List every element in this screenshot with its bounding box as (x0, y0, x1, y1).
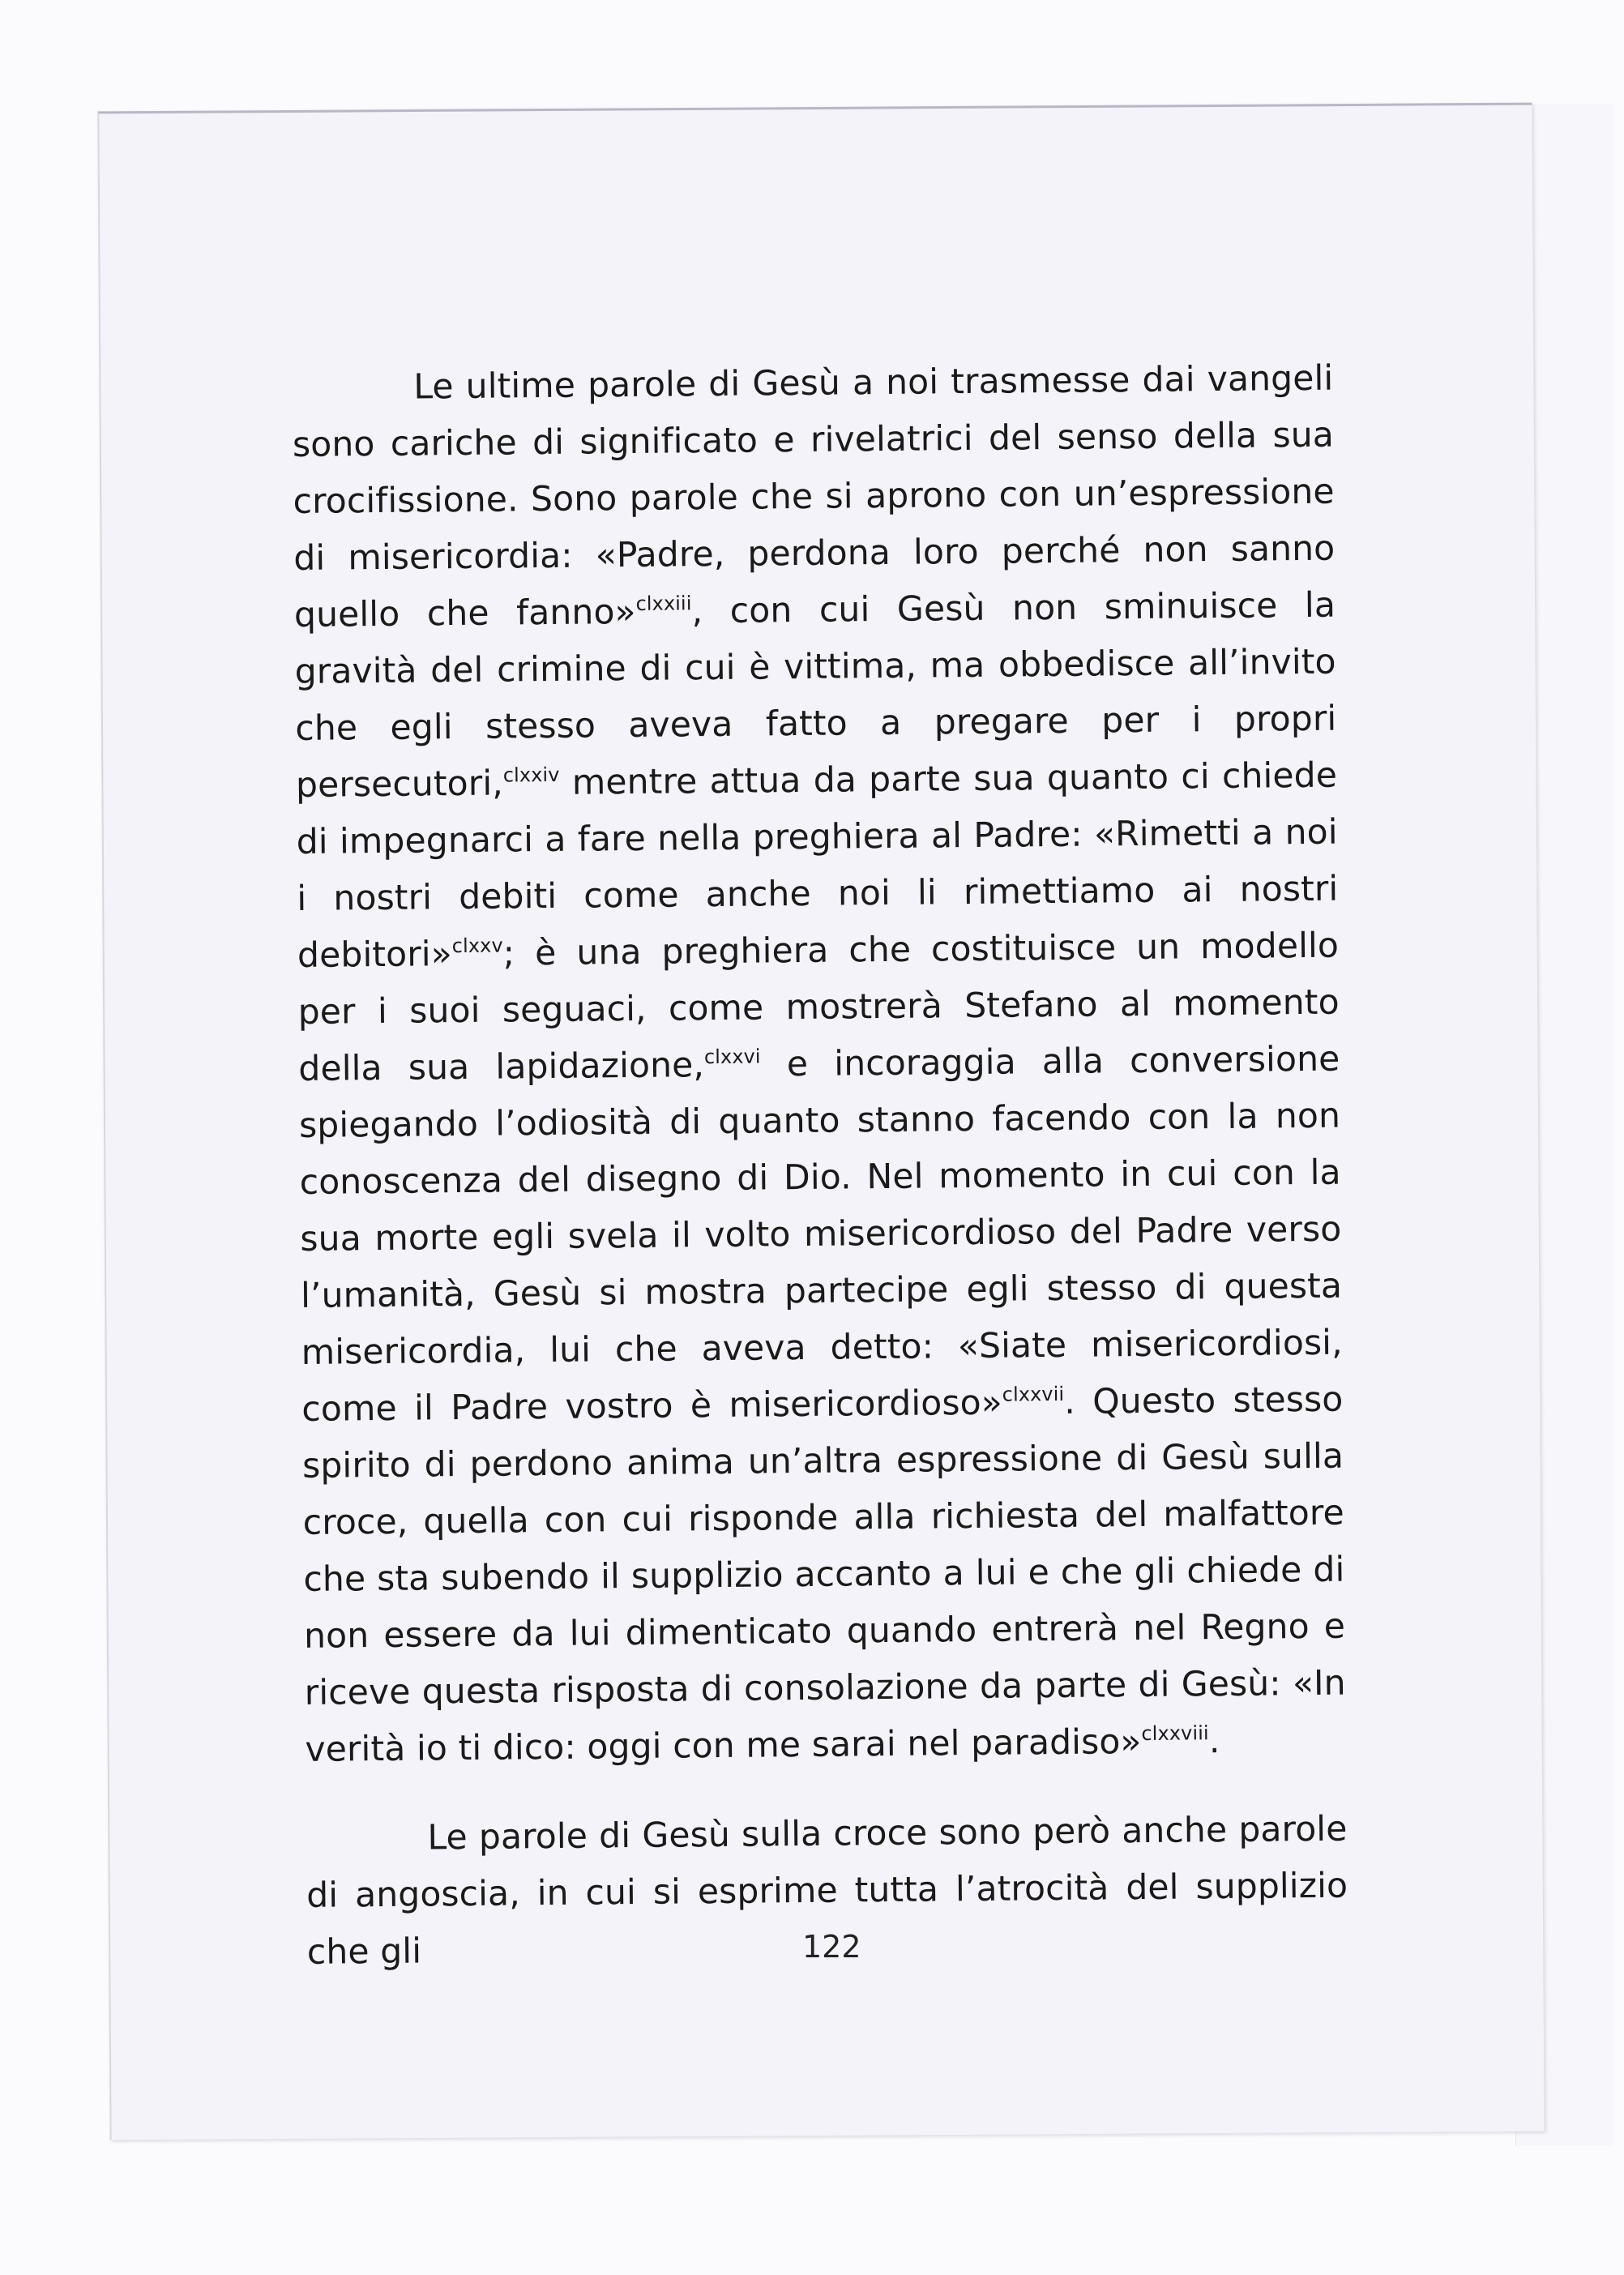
page-number: 122 (802, 1929, 861, 1965)
paragraph-1-text-1: Le ultime parole di Gesù a noi trasmesse dai vangeli sono cariche di significato e rivelatrici del senso della sua crocifissione. Sono parole che si aprono con un’espressione di misericordia: «Padre, perdona loro perché non sanno quello che fanno» (292, 358, 1336, 635)
paragraph-1-text-4: ; è una preghiera che costituisce un modello per i suoi seguaci, come mostrerà Stefano al momento della sua lapidazione, (297, 926, 1340, 1089)
endnote-ref-clxxv: clxxv (451, 934, 503, 958)
endnote-ref-clxxvi: clxxvi (703, 1045, 761, 1069)
paragraph-1 (292, 351, 1347, 1779)
paragraph-1-text-6: . Questo stesso spirito di perdono anima un’altra espressione di Gesù sulla croce, quella con cui risponde alla richiesta del malfattore che sta subendo il supplizio accanto a lui e che gli chiede di non essere da lui dimenticato quando entrerà nel Regno e riceve questa risposta di consolazione da parte di Gesù: «In verità io ti dico: oggi con me sarai nel paradiso» (301, 1379, 1346, 1770)
endnote-ref-clxxiii: clxxiii (635, 592, 692, 615)
paragraph-1-text-5: e incoraggia alla conversione spiegando l’odiosità di quanto stanno facendo con la non conoscenza del disegno di Dio. Nel momento in cui con la sua morte egli svela il volto misericordioso del Padre verso l’umanità, Gesù si mostra partecipe egli stesso di questa misericordia, lui che aveva detto: «Siate misericordiosi, come il Padre vostro è misericordioso» (298, 1039, 1343, 1430)
body-text (292, 351, 1348, 1982)
paragraph-2: Le parole di Gesù sulla croce sono però anche parole di angoscia, in cui si esprime tutta l’atrocità del supplizio che gli (306, 1809, 1348, 1973)
paragraph-1-text-2: , con cui Gesù non sminuisce la gravità del crimine di cui è vittima, ma obbedisce all’invito che egli stesso aveva fatto a pregare per i propri persecutori, (294, 585, 1337, 806)
paragraph-1-text-3: mentre attua da parte sua quanto ci chiede di impegnarci a fare nella preghiera al Padre: «Rimetti a noi i nostri debiti come anche noi li rimettiamo ai nostri debitori» (296, 755, 1339, 976)
endnote-ref-clxxvii: clxxvii (1002, 1382, 1065, 1406)
endnote-ref-clxxiv: clxxiv (502, 763, 560, 787)
paragraph-1-text-7: . (1208, 1721, 1220, 1762)
endnote-ref-clxxviii: clxxviii (1141, 1721, 1209, 1746)
